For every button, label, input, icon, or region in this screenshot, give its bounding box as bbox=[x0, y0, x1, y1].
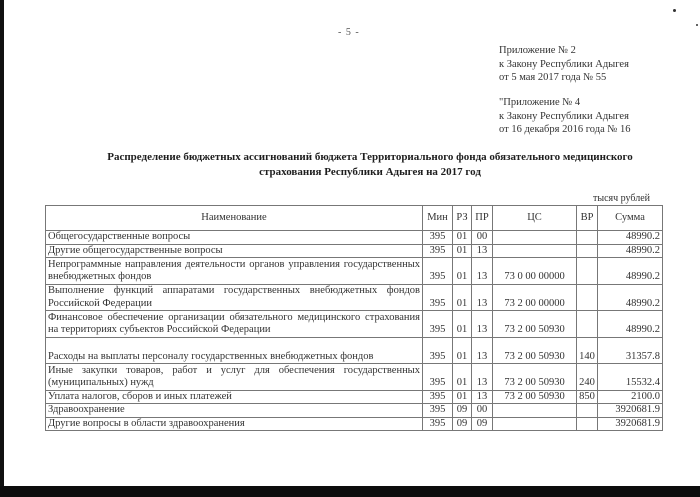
cell-min: 395 bbox=[423, 390, 453, 404]
cell-rz: 01 bbox=[453, 390, 472, 404]
cell-rz: 01 bbox=[453, 284, 472, 311]
table-row bbox=[46, 231, 663, 245]
cell-rz: 01 bbox=[453, 244, 472, 258]
header-cs: ЦС bbox=[493, 206, 577, 231]
cell-pr: 13 bbox=[472, 284, 493, 311]
title-line: Распределение бюджетных ассигнований бюджета Территориального фонда обязательного медицинского bbox=[107, 151, 633, 163]
cell-pr: 00 bbox=[472, 404, 493, 418]
cell-name: Другие общегосударственные вопросы bbox=[46, 244, 423, 258]
cell-vr bbox=[577, 244, 598, 258]
cell-min: 395 bbox=[423, 311, 453, 338]
scan-speck bbox=[673, 9, 676, 12]
cell-name: Расходы на выплаты персоналу государственных внебюджетных фондов bbox=[46, 337, 423, 364]
cell-cs: 73 2 00 50930 bbox=[493, 311, 577, 338]
header-pr: ПР bbox=[472, 206, 493, 231]
cell-rz: 01 bbox=[453, 231, 472, 245]
cell-rz: 01 bbox=[453, 311, 472, 338]
table-row bbox=[46, 417, 663, 431]
table-row bbox=[46, 284, 663, 311]
cell-sum: 31357.8 bbox=[598, 337, 663, 364]
header-rz: РЗ bbox=[453, 206, 472, 231]
cell-min: 395 bbox=[423, 337, 453, 364]
header-min: Мин bbox=[423, 206, 453, 231]
scan-left-edge bbox=[0, 0, 4, 497]
cell-min: 395 bbox=[423, 417, 453, 431]
cell-pr: 13 bbox=[472, 244, 493, 258]
cell-rz: 09 bbox=[453, 404, 472, 418]
cell-sum: 48990.2 bbox=[598, 311, 663, 338]
cell-name: Другие вопросы в области здравоохранения bbox=[46, 417, 423, 431]
cell-pr: 13 bbox=[472, 258, 493, 285]
cell-vr: 850 bbox=[577, 390, 598, 404]
table-row bbox=[46, 337, 663, 364]
cell-min: 395 bbox=[423, 404, 453, 418]
cell-cs bbox=[493, 417, 577, 431]
cell-cs: 73 2 00 00000 bbox=[493, 284, 577, 311]
cell-cs: 73 2 00 50930 bbox=[493, 364, 577, 391]
appendix-current-line: Приложение № 2 bbox=[499, 45, 576, 56]
header-name: Наименование bbox=[46, 206, 423, 231]
cell-vr bbox=[577, 417, 598, 431]
cell-pr: 13 bbox=[472, 311, 493, 338]
budget-table bbox=[45, 205, 663, 431]
table-row bbox=[46, 244, 663, 258]
table-row bbox=[46, 258, 663, 285]
cell-rz: 01 bbox=[453, 258, 472, 285]
cell-name: Уплата налогов, сборов и иных платежей bbox=[46, 390, 423, 404]
cell-rz: 01 bbox=[453, 337, 472, 364]
cell-pr: 13 bbox=[472, 390, 493, 404]
cell-sum: 48990.2 bbox=[598, 284, 663, 311]
cell-vr bbox=[577, 284, 598, 311]
cell-rz: 01 bbox=[453, 364, 472, 391]
cell-min: 395 bbox=[423, 244, 453, 258]
scan-speck bbox=[696, 24, 698, 26]
cell-pr: 13 bbox=[472, 337, 493, 364]
cell-sum: 48990.2 bbox=[598, 244, 663, 258]
table-row bbox=[46, 364, 663, 391]
appendix-previous-line: "Приложение № 4 bbox=[499, 97, 581, 108]
cell-min: 395 bbox=[423, 284, 453, 311]
cell-rz: 09 bbox=[453, 417, 472, 431]
cell-name: Финансовое обеспечение организации обязательного медицинского страхования на территориях субъектов Российской Федерации bbox=[46, 311, 423, 338]
cell-cs bbox=[493, 404, 577, 418]
cell-name: Непрограммные направления деятельности органов управления государственных внебюджетных фондов bbox=[46, 258, 423, 285]
cell-pr: 13 bbox=[472, 364, 493, 391]
cell-pr: 00 bbox=[472, 231, 493, 245]
cell-cs: 73 0 00 00000 bbox=[493, 258, 577, 285]
units-label: тысяч рублей bbox=[593, 193, 651, 204]
cell-vr bbox=[577, 311, 598, 338]
cell-name: Общегосударственные вопросы bbox=[46, 231, 423, 245]
table-row bbox=[46, 311, 663, 338]
table-header-row bbox=[46, 206, 663, 231]
cell-sum: 15532.4 bbox=[598, 364, 663, 391]
cell-name: Иные закупки товаров, работ и услуг для обеспечения государственных (муниципальных) нужд bbox=[46, 364, 423, 391]
appendix-current bbox=[499, 44, 629, 85]
header-vr: ВР bbox=[577, 206, 598, 231]
cell-cs: 73 2 00 50930 bbox=[493, 337, 577, 364]
header-sum: Сумма bbox=[598, 206, 663, 231]
cell-name: Здравоохранение bbox=[46, 404, 423, 418]
cell-sum: 3920681.9 bbox=[598, 417, 663, 431]
appendix-current-line: к Закону Республики Адыгея bbox=[499, 58, 629, 70]
cell-vr bbox=[577, 404, 598, 418]
cell-cs bbox=[493, 244, 577, 258]
cell-vr: 140 bbox=[577, 337, 598, 364]
table-row bbox=[46, 404, 663, 418]
appendix-current-line: от 5 мая 2017 года № 55 bbox=[499, 72, 607, 83]
cell-min: 395 bbox=[423, 258, 453, 285]
cell-min: 395 bbox=[423, 364, 453, 391]
cell-cs bbox=[493, 231, 577, 245]
cell-sum: 2100.0 bbox=[598, 390, 663, 404]
appendix-previous-line: от 16 декабря 2016 года № 16 bbox=[499, 124, 631, 135]
table-row bbox=[46, 390, 663, 404]
cell-min: 395 bbox=[423, 231, 453, 245]
cell-sum: 48990.2 bbox=[598, 231, 663, 245]
appendix-previous bbox=[499, 96, 631, 137]
scan-bottom-edge bbox=[0, 486, 700, 497]
cell-sum: 3920681.9 bbox=[598, 404, 663, 418]
appendix-previous-line: к Закону Республики Адыгея bbox=[499, 110, 629, 122]
title-line: страхования Республики Адыгея на 2017 год bbox=[259, 166, 481, 178]
page-number: - 5 - bbox=[338, 27, 360, 38]
cell-vr bbox=[577, 231, 598, 245]
document-title bbox=[45, 150, 695, 180]
cell-cs: 73 2 00 50930 bbox=[493, 390, 577, 404]
cell-vr bbox=[577, 258, 598, 285]
cell-sum: 48990.2 bbox=[598, 258, 663, 285]
cell-pr: 09 bbox=[472, 417, 493, 431]
cell-vr: 240 bbox=[577, 364, 598, 391]
cell-name: Выполнение функций аппаратами государственных внебюджетных фондов Российской Федерации bbox=[46, 284, 423, 311]
